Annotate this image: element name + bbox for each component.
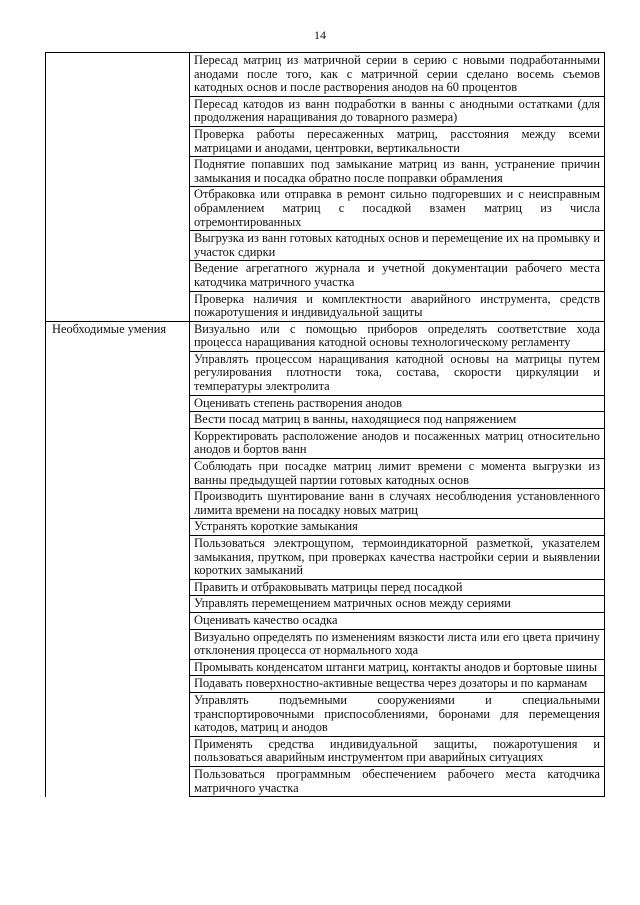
requirement-item: Проверка наличия и комплектности аварийного инструмента, средств пожаротушения и индивидуальной защиты [190, 291, 605, 321]
requirement-item: Производить шунтирование ванн в случаях несоблюдения установленного лимита времени на посадку новых матриц [190, 489, 605, 519]
requirement-item: Управлять перемещением матричных основ между сериями [190, 596, 605, 613]
page-number: 14 [314, 28, 326, 42]
requirement-item: Управлять процессом наращивания катодной основы на матрицы путем регулирования плотности тока, состава, скорости циркуляции и температуры электролита [190, 351, 605, 395]
requirement-item: Промывать конденсатом штанги матриц, контакты анодов и бортовые шины [190, 659, 605, 676]
requirement-item: Применять средства индивидуальной защиты, пожаротушения и пользоваться аварийным инструментом при аварийных ситуациях [190, 736, 605, 766]
requirement-item: Визуально или с помощью приборов определять соответствие хода процесса наращивания катодной основы технологическому регламенту [190, 321, 605, 351]
table-row [46, 321, 605, 351]
requirement-item: Подавать поверхностно-активные вещества через дозаторы и по карманам [190, 676, 605, 693]
requirement-item: Оценивать качество осадка [190, 612, 605, 629]
requirement-item: Пересад катодов из ванн подработки в ванны с анодными остатками (для продолжения наращивания до товарного размера) [190, 96, 605, 126]
requirement-item: Отбраковка или отправка в ремонт сильно подгоревших и с неисправным обрамлением матриц с посадкой взамен матриц из числа отремонтированных [190, 187, 605, 231]
requirements-table [45, 52, 605, 797]
table-row [46, 53, 605, 97]
requirement-item: Управлять подъемными сооружениями и специальными транспортировочными приспособлениями, боронами для перемещения катодов, матриц и анодов [190, 692, 605, 736]
requirement-item: Соблюдать при посадке матриц лимит времени с момента выгрузки из ванны предыдущей партии готовых катодных основ [190, 459, 605, 489]
section-label: Необходимые умения [46, 321, 190, 796]
section-label [46, 53, 190, 322]
requirement-item: Поднятие попавших под замыкание матриц из ванн, устранение причин замыкания и посадка обратно после поправки обрамления [190, 157, 605, 187]
requirement-item: Править и отбраковывать матрицы перед посадкой [190, 579, 605, 596]
requirement-item: Вести посад матриц в ванны, находящиеся под напряжением [190, 412, 605, 429]
requirement-item: Пользоваться электрощупом, термоиндикаторной разметкой, указателем замыкания, прутком, при проверках качества настройки серии и выявлении коротких замыканий [190, 536, 605, 580]
requirement-item: Пользоваться программным обеспечением рабочего места катодчика матричного участка [190, 766, 605, 796]
requirement-item: Устранять короткие замыкания [190, 519, 605, 536]
requirement-item: Корректировать расположение анодов и посаженных матриц относительно анодов и бортов ванн [190, 428, 605, 458]
requirement-item: Визуально определять по изменениям вязкости листа или его цвета причину отклонения процесса от нормального хода [190, 629, 605, 659]
requirement-item: Оценивать степень растворения анодов [190, 395, 605, 412]
requirement-item: Ведение агрегатного журнала и учетной документации рабочего места катодчика матричного участка [190, 261, 605, 291]
requirement-item: Выгрузка из ванн готовых катодных основ и перемещение их на промывку и участок сдирки [190, 231, 605, 261]
requirement-item: Пересад матриц из матричной серии в серию с новыми подработанными анодами после того, как с матричной серии сделано восемь съемов катодных основ и после растворения анодов на 60 процентов [190, 53, 605, 97]
requirement-item: Проверка работы пересаженных матриц, расстояния между всеми матрицами и анодами, центровки, вертикальности [190, 126, 605, 156]
